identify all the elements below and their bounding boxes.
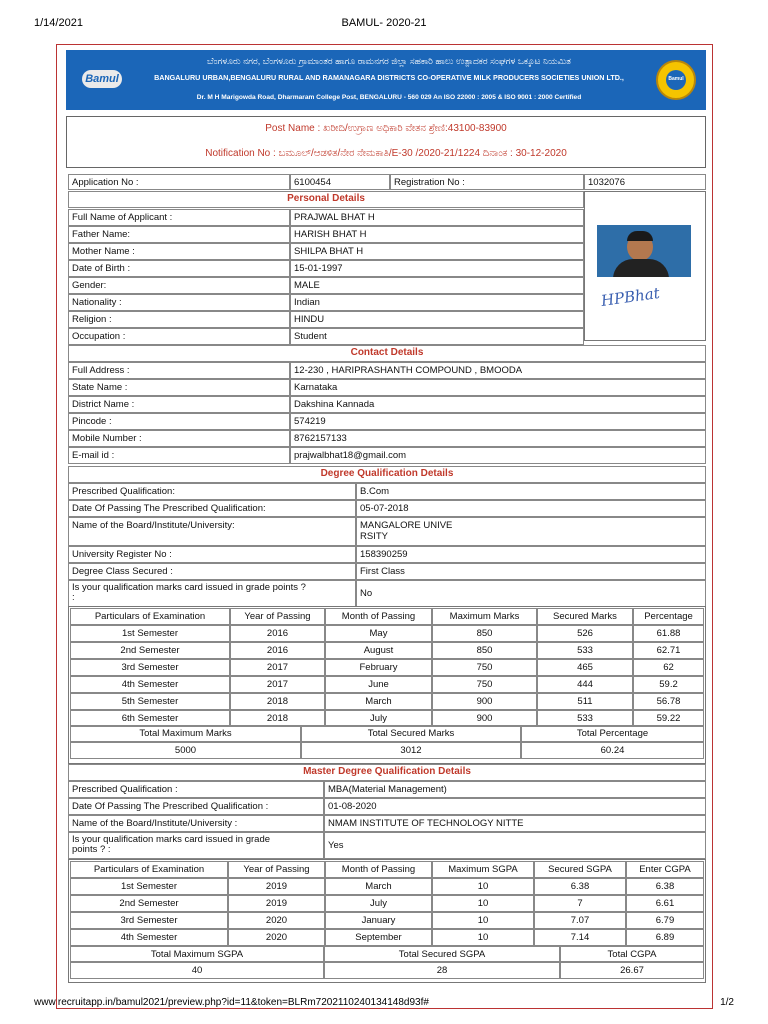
degree-value: B.Com [356,483,706,500]
degree-total-header: Total Maximum Marks [70,725,301,742]
degree-marks-cell: 62.71 [633,642,704,659]
master-marks-header: Enter CGPA [626,861,704,878]
degree-total-value: 5000 [70,742,301,759]
personal-details-heading: Personal Details [68,191,584,208]
banner-kannada-title: ಬೆಂಗಳೂರು ನಗರ, ಬೆಂಗಳೂರು ಗ್ರಾಮಾಂತರ ಹಾಗೂ ರಾಮನಗರ ಜಿಲ್ಲಾ ಸಹಕಾರಿ ಹಾಲು ಉತ್ಪಾದಕರ ಸಂಘಗಳ ಒಕ್ಕೂಟ ನಿಯಮಿತ [207,56,571,66]
notification-number: Notification No : ಬಮೂಲ್/ಆಡಳಿತ/ನೇರ ನೇಮಕಾತಿ/E-30 /2020-21/1224 ದಿನಾಂಕ : 30-12-2020 [205,148,567,159]
contact-label: State Name : [68,379,290,396]
degree-marks-cell: 1st Semester [70,625,230,642]
degree-marks-cell: February [325,659,432,676]
degree-marks-header: Particulars of Examination [70,608,230,625]
seal-text: Bamul [668,76,684,82]
degree-marks-cell: 6th Semester [70,710,230,727]
degree-marks-cell: 850 [432,642,537,659]
contact-value: Dakshina Kannada [290,396,706,413]
print-url: www.recruitapp.in/bamul2021/preview.php?id=11&token=BLRm7202110240134148d93f# [34,997,429,1008]
degree-marks-header: Percentage [633,608,704,625]
personal-label: Religion : [68,311,290,328]
personal-value: HINDU [290,311,584,328]
personal-value: Indian [290,294,584,311]
degree-marks-cell: 59.22 [633,710,704,727]
master-total-header: Total Maximum SGPA [70,946,324,962]
master-marks-cell: 6.89 [626,929,704,946]
master-marks-cell: 10 [432,895,534,912]
master-label-cont: points ? : [72,844,111,855]
print-title: BAMUL- 2020-21 [341,17,427,29]
personal-label: Occupation : [68,328,290,345]
master-marks-cell: 7.07 [534,912,626,929]
print-page-number: 1/2 [720,997,734,1008]
degree-marks-cell: 2016 [230,625,325,642]
master-marks-cell: 7.14 [534,929,626,946]
personal-label: Full Name of Applicant : [68,209,290,226]
registration-no-value: 1032076 [584,174,706,190]
master-total-value: 28 [324,962,560,979]
personal-value: PRAJWAL BHAT H [290,209,584,226]
degree-total-value: 60.24 [521,742,704,759]
degree-marks-cell: 900 [432,693,537,710]
degree-marks-cell: 4th Semester [70,676,230,693]
contact-value: prajwalbhat18@gmail.com [290,447,706,464]
degree-marks-cell: August [325,642,432,659]
contact-label: Mobile Number : [68,430,290,447]
master-marks-header: Secured SGPA [534,861,626,878]
degree-marks-cell: 526 [537,625,633,642]
master-marks-cell: September [325,929,432,946]
degree-total-header: Total Secured Marks [301,725,521,742]
master-label: Is your qualification marks card issued in grade points ? : [68,832,324,859]
degree-marks-cell: 2nd Semester [70,642,230,659]
print-date: 1/14/2021 [34,17,83,29]
degree-marks-cell: June [325,676,432,693]
master-marks-cell: July [325,895,432,912]
master-label: Name of the Board/Institute/University : [68,815,324,832]
contact-label: District Name : [68,396,290,413]
degree-label: Name of the Board/Institute/University: [68,517,356,546]
master-marks-header: Particulars of Examination [70,861,228,878]
banner-address: Dr. M H Marigowda Road, Dharmaram College Post, BENGALURU - 560 029 An ISO 22000 : 2005 & ISO 9001 : 2000 Certified [196,94,582,101]
degree-marks-cell: 850 [432,625,537,642]
master-marks-cell: 2nd Semester [70,895,228,912]
master-marks-cell: 10 [432,912,534,929]
master-total-header: Total Secured SGPA [324,946,560,962]
degree-value: First Class [356,563,706,580]
master-details-heading: Master Degree Qualification Details [68,764,706,781]
application-no-label: Application No : [68,174,290,190]
degree-marks-header: Maximum Marks [432,608,537,625]
personal-label: Gender: [68,277,290,294]
applicant-signature [597,283,683,309]
degree-marks-cell: July [325,710,432,727]
degree-value: 158390259 [356,546,706,563]
degree-marks-cell: 900 [432,710,537,727]
master-label: Date Of Passing The Prescribed Qualification : [68,798,324,815]
degree-marks-cell: 59.2 [633,676,704,693]
personal-label: Date of Birth : [68,260,290,277]
contact-value: Karnataka [290,379,706,396]
degree-marks-cell: May [325,625,432,642]
master-marks-cell: 6.61 [626,895,704,912]
master-marks-cell: 6.38 [534,878,626,895]
degree-marks-cell: 465 [537,659,633,676]
signature-text: HPBhat [599,283,661,309]
degree-marks-cell: 5th Semester [70,693,230,710]
applicant-photo [597,225,691,277]
master-marks-cell: 6.38 [626,878,704,895]
degree-details-heading: Degree Qualification Details [68,466,706,483]
master-total-value: 40 [70,962,324,979]
master-marks-cell: 7 [534,895,626,912]
signature-scribble [597,283,683,309]
personal-label: Nationality : [68,294,290,311]
degree-label-cont: : [72,592,75,603]
contact-value: 8762157133 [290,430,706,447]
degree-label: Date Of Passing The Prescribed Qualification: [68,500,356,517]
degree-value-cont: RSITY [360,531,388,542]
master-marks-header: Month of Passing [325,861,432,878]
degree-marks-cell: 56.78 [633,693,704,710]
registration-no-label: Registration No : [390,174,584,190]
degree-marks-cell: 61.88 [633,625,704,642]
degree-marks-cell: 2018 [230,693,325,710]
print-header [0,17,768,31]
degree-marks-cell: 750 [432,676,537,693]
contact-label: Full Address : [68,362,290,379]
master-value: Yes [324,832,706,859]
master-marks-cell: 10 [432,929,534,946]
personal-value: Student [290,328,584,345]
contact-label: Pincode : [68,413,290,430]
degree-marks-header: Year of Passing [230,608,325,625]
degree-marks-cell: 2016 [230,642,325,659]
master-marks-header: Maximum SGPA [432,861,534,878]
contact-label: E-mail id : [68,447,290,464]
post-info-box [66,116,706,168]
personal-label: Father Name: [68,226,290,243]
master-total-value: 26.67 [560,962,704,979]
master-marks-cell: 1st Semester [70,878,228,895]
degree-marks-cell: 533 [537,642,633,659]
degree-value: No [356,580,706,607]
master-marks-cell: 2020 [228,929,325,946]
degree-marks-cell: 2018 [230,710,325,727]
degree-value: MANGALORE UNIVE RSITY [356,517,706,546]
degree-value: 05-07-2018 [356,500,706,517]
org-banner [66,50,706,110]
degree-total-header: Total Percentage [521,725,704,742]
master-marks-cell: 2019 [228,878,325,895]
personal-label: Mother Name : [68,243,290,260]
master-value: MBA(Material Management) [324,781,706,798]
contact-details-heading: Contact Details [68,345,706,362]
degree-marks-header: Month of Passing [325,608,432,625]
master-marks-cell: January [325,912,432,929]
master-marks-cell: 2019 [228,895,325,912]
degree-label: Degree Class Secured : [68,563,356,580]
degree-label: Is your qualification marks card issued in grade points ? : [68,580,356,607]
degree-marks-header: Secured Marks [537,608,633,625]
master-marks-cell: March [325,878,432,895]
degree-marks-cell: 62 [633,659,704,676]
master-marks-cell: 10 [432,878,534,895]
post-name: Post Name : ಖರೀದಿ/ಉಗ್ರಾಣ ಅಧಿಕಾರಿ ವೇತನ ಶ್ರೇಣಿ:43100-83900 [265,123,507,134]
master-marks-cell: 4th Semester [70,929,228,946]
degree-marks-cell: 2017 [230,659,325,676]
degree-marks-cell: 3rd Semester [70,659,230,676]
degree-marks-cell: 2017 [230,676,325,693]
master-value: NMAM INSTITUTE OF TECHNOLOGY NITTE [324,815,706,832]
application-no-value: 6100454 [290,174,390,190]
personal-value: SHILPA BHAT H [290,243,584,260]
master-marks-header: Year of Passing [228,861,325,878]
personal-value: HARISH BHAT H [290,226,584,243]
degree-marks-cell: 750 [432,659,537,676]
degree-marks-cell: March [325,693,432,710]
degree-label: University Register No : [68,546,356,563]
degree-label: Prescribed Qualification: [68,483,356,500]
personal-value: MALE [290,277,584,294]
master-value: 01-08-2020 [324,798,706,815]
master-marks-cell: 3rd Semester [70,912,228,929]
banner-english-title: BANGALURU URBAN,BENGALURU RURAL AND RAMANAGARA DISTRICTS CO-OPERATIVE MILK PRODUCERS SOCIETIES UNION LTD., [154,73,624,82]
master-marks-cell: 2020 [228,912,325,929]
degree-total-value: 3012 [301,742,521,759]
master-total-header: Total CGPA [560,946,704,962]
master-label: Prescribed Qualification : [68,781,324,798]
contact-value: 574219 [290,413,706,430]
degree-marks-cell: 533 [537,710,633,727]
bamul-logo: Bamul [82,70,122,88]
bamul-seal-icon [656,60,696,100]
degree-marks-cell: 444 [537,676,633,693]
contact-value: 12-230 , HARIPRASHANTH COMPOUND , BMOODA [290,362,706,379]
personal-value: 15-01-1997 [290,260,584,277]
master-marks-cell: 6.79 [626,912,704,929]
degree-marks-cell: 511 [537,693,633,710]
